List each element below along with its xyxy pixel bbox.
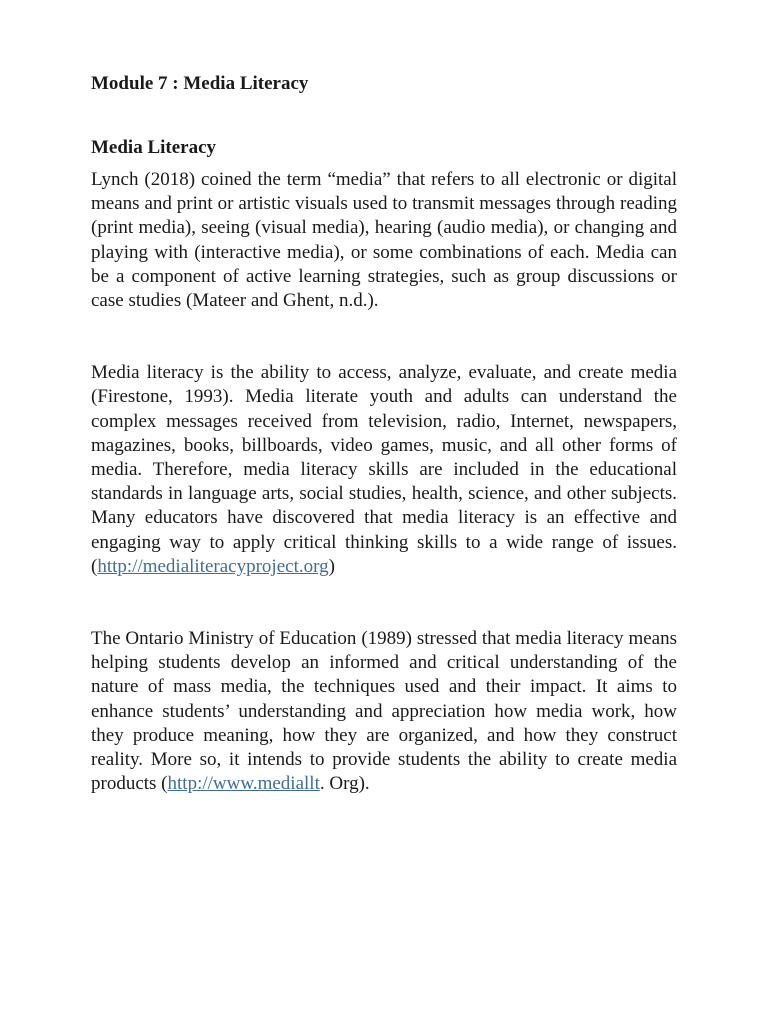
paragraph-2-close: ) [328,555,335,577]
paragraph-lynch [91,168,677,313]
section-heading: Media Literacy [91,137,217,158]
medialiteracyproject-link[interactable]: http://medialiteracyproject.org [97,555,329,577]
paragraph-2-text: Media literacy is the ability to access, analyze, evaluate, and create media (Firestone, 1993). Media literate youth and adults can understand the complex messages received from television, radio, Internet, newspapers, magazines, books, billboards, video games, music, and all other forms of media. Therefore, media literacy skills are included in the educational standards in language arts, social studies, health, science, and other subjects. Many educators have discovered that media literacy is an effective and engaging way to apply critical thinking skills to a wide range of issues. ( [91,362,677,577]
document-page [91,70,677,796]
module-title: Module 7 : Media Literacy [91,73,309,94]
mediallt-link[interactable]: http://www.mediallt [167,773,320,795]
paragraph-ontario-ministry [91,627,677,796]
paragraph-lynch-text: Lynch (2018) coined the term “media” that refers to all electronic or digital means and print or artistic visuals used to transmit messages through reading (print media), seeing (visual media), hearing (audio media), or changing and playing with (interactive media), or some combinations of each. Media can be a component of active learning strategies, such as group discussions or case studies (Mateer and Ghent, n.d.). [91,169,677,312]
paragraph-3-close: . Org). [319,773,370,795]
paragraph-3-text: The Ontario Ministry of Education (1989) stressed that media literacy means helping students develop an informed and critical understanding of the nature of mass media, the techniques used and their impact. It aims to enhance students’ understanding and appreciation how media work, how they produce meaning, how they are organized, and how they construct reality. More so, it intends to provide students the ability to create media products ( [91,628,677,795]
paragraph-media-literacy-definition [91,361,677,579]
